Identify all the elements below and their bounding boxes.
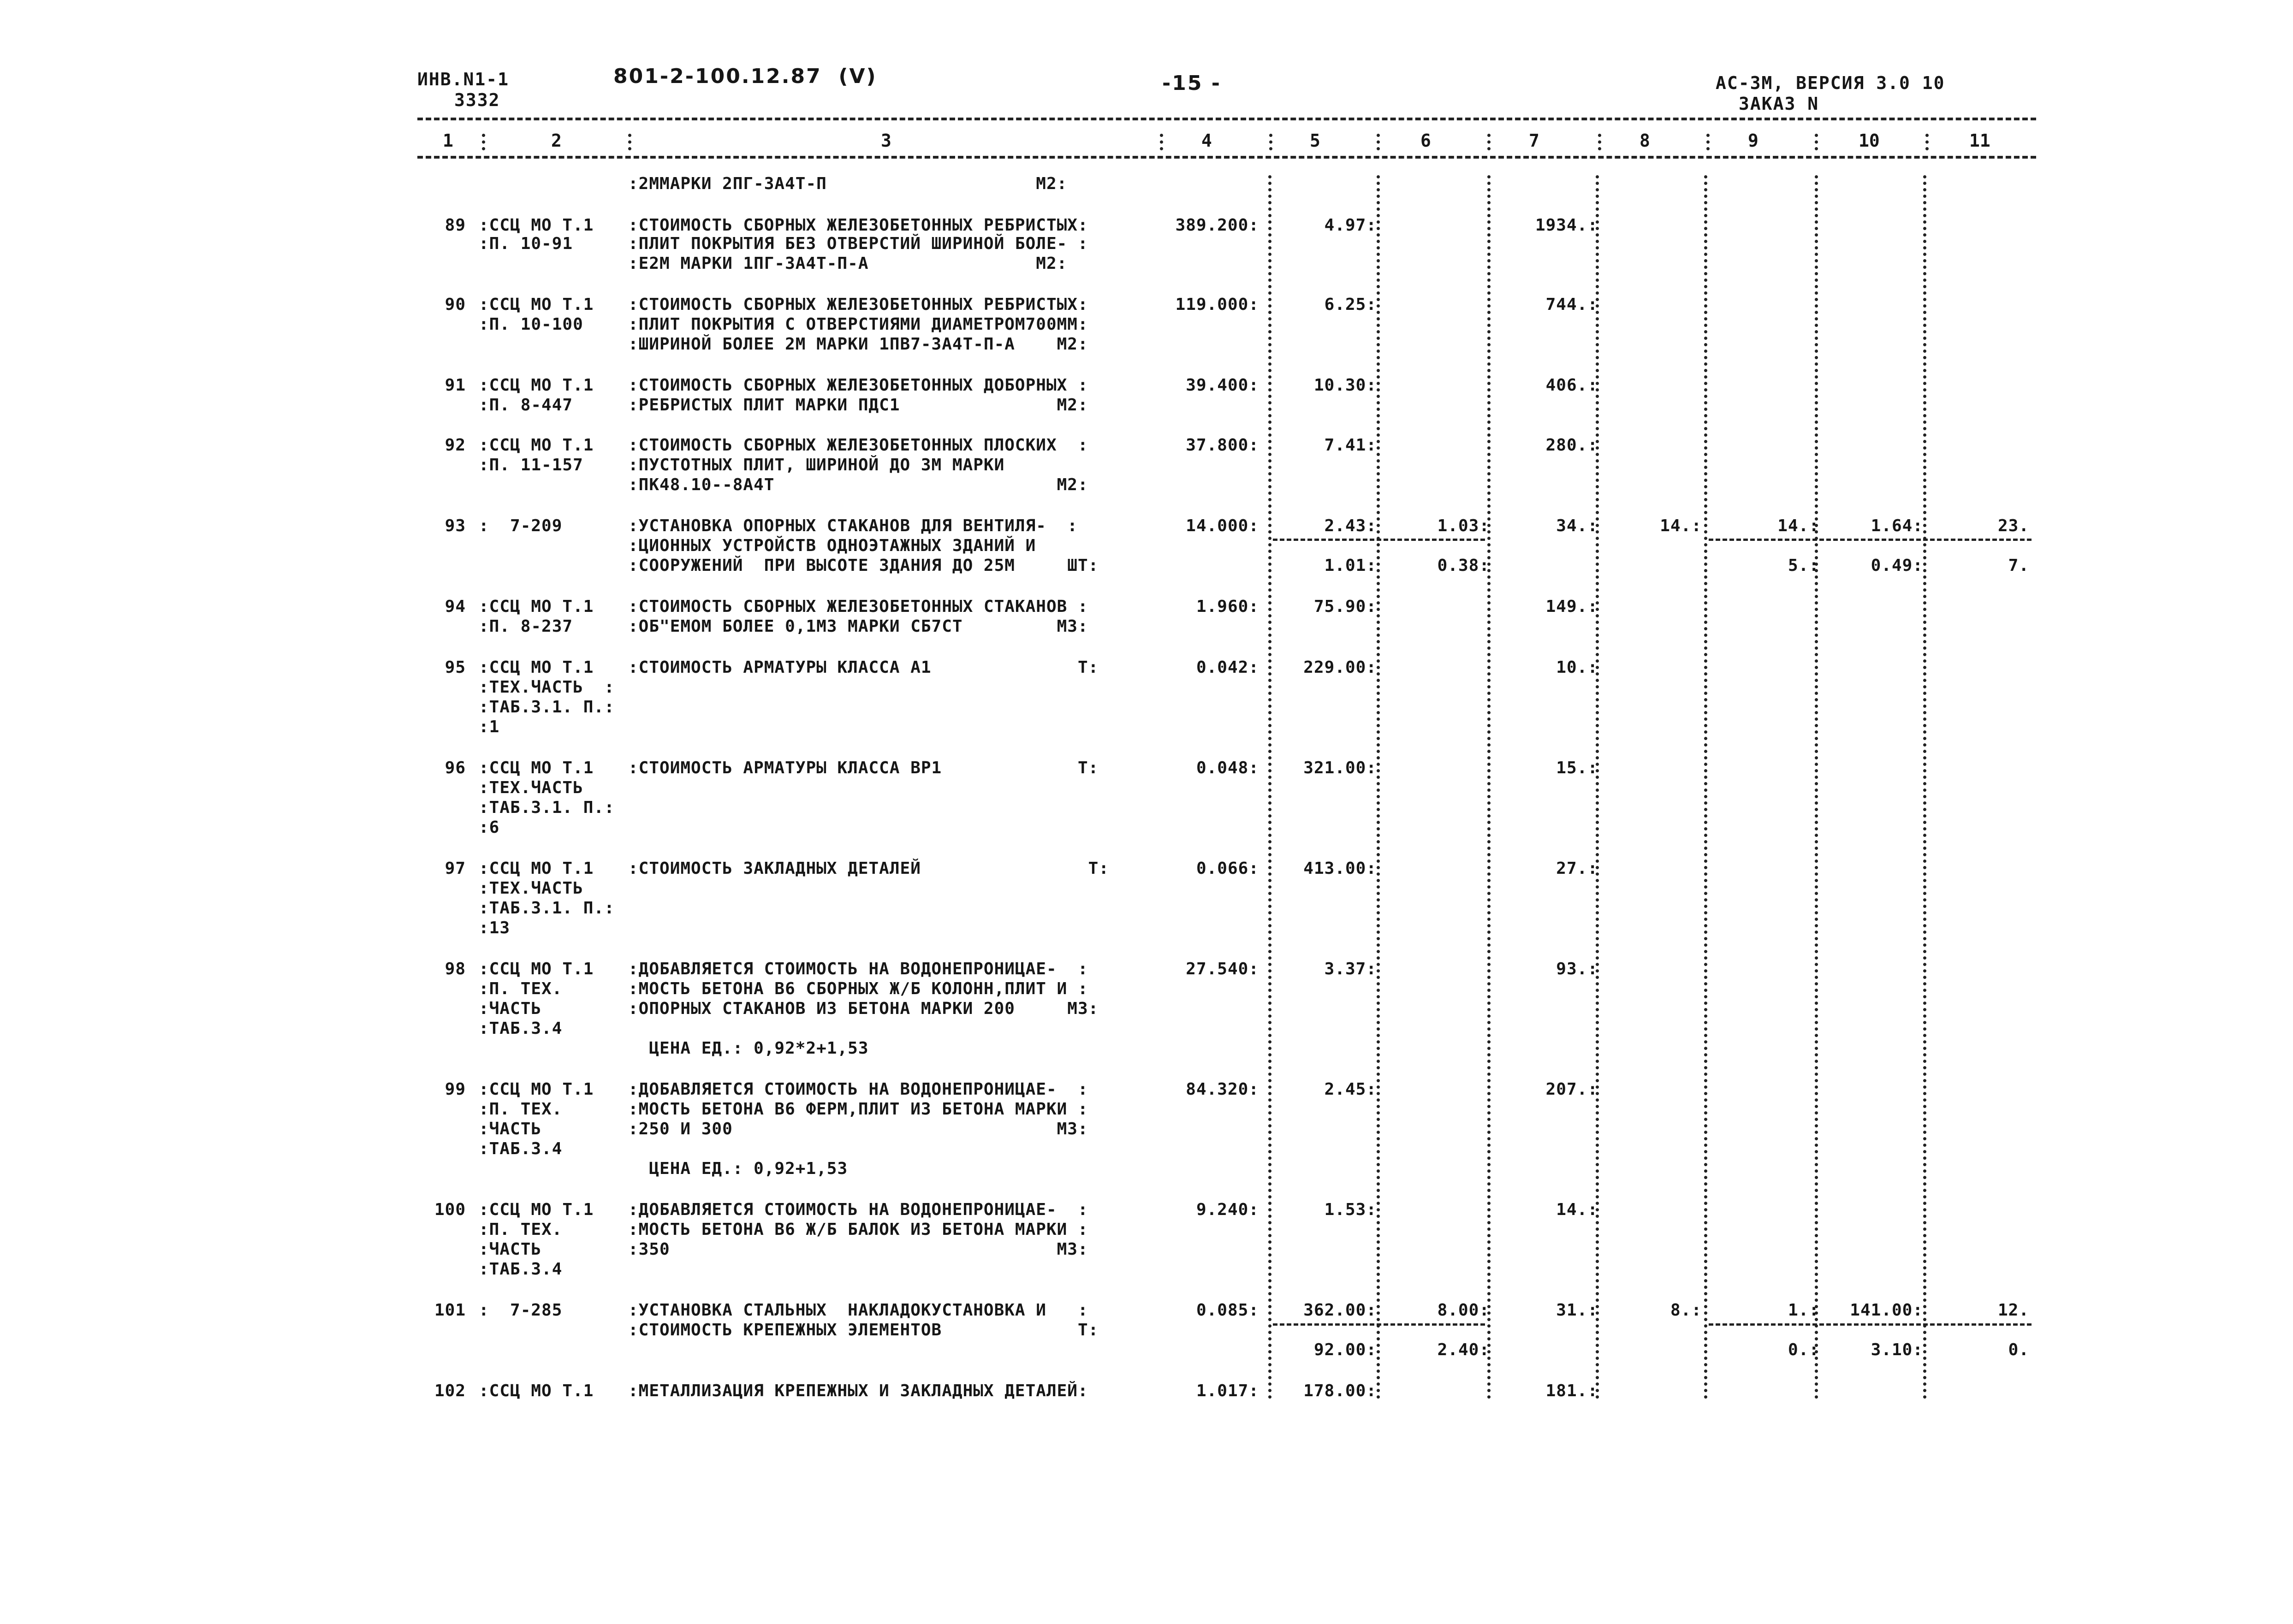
column-separator: [1923, 175, 1926, 1399]
norm-reference: :ЧАСТЬ: [479, 999, 542, 1018]
work-description: ЦЕНА ЕД.: 0,92*2+1,53: [628, 1039, 869, 1058]
norm-reference: :П. ТЕХ.: [479, 1220, 563, 1239]
work-description: :ДОБАВЛЯЕТСЯ СТОИМОСТЬ НА ВОДОНЕПРОНИЦАЕ- :: [628, 960, 1088, 978]
work-description: :СТОИМОСТЬ СБОРНЫХ ЖЕЛЕЗОБЕТОННЫХ ДОБОРНЫХ :: [628, 376, 1088, 395]
work-description: :350 М3:: [628, 1240, 1088, 1259]
column-header-4: 4: [1201, 130, 1212, 151]
row-number: 91: [445, 376, 466, 395]
norm-reference: :ССЦ МО Т.1: [479, 658, 594, 677]
col10-value: 3.10:: [1871, 1340, 1923, 1359]
norm-reference: :ТАБ.3.4: [479, 1139, 563, 1158]
work-description: :МЕТАЛЛИЗАЦИЯ КРЕПЕЖНЫХ И ЗАКЛАДНЫХ ДЕТАЛЕЙ:: [628, 1381, 1088, 1400]
work-description: :МОСТЬ БЕТОНА В6 ФЕРМ,ПЛИТ ИЗ БЕТОНА МАРКИ :: [628, 1100, 1088, 1119]
norm-reference: :П. 10-91: [479, 234, 573, 253]
quantity: 119.000:: [1175, 295, 1259, 314]
column-header-1: 1: [443, 130, 453, 151]
work-description: :СТОИМОСТЬ СБОРНЫХ ЖЕЛЕЗОБЕТОННЫХ РЕБРИСТЫХ:: [628, 216, 1088, 235]
column-header-11: 11: [1969, 130, 1990, 151]
work-description: :СТОИМОСТЬ СБОРНЫХ ЖЕЛЕЗОБЕТОННЫХ СТАКАНОВ :: [628, 597, 1088, 616]
price-wages: 8.00:: [1437, 1301, 1490, 1320]
norm-reference: :ССЦ МО Т.1: [479, 436, 594, 455]
subtotal-rule: [1709, 1323, 2032, 1326]
row-number: 89: [445, 216, 466, 235]
price-wages: 2.40:: [1437, 1340, 1490, 1359]
norm-reference: :ТЕХ.ЧАСТЬ: [479, 778, 583, 797]
unit-price: 1.53:: [1324, 1200, 1377, 1219]
norm-reference: :6: [479, 818, 500, 837]
header-separator: [1487, 134, 1491, 150]
work-description: :ПК48.10--8А4Т М2:: [628, 475, 1088, 494]
work-description: :ПЛИТ ПОКРЫТИЯ БЕЗ ОТВЕРСТИЙ ШИРИНОЙ БОЛЕ- :: [628, 234, 1088, 253]
document-code: 801-2-100.12.87 (V): [613, 65, 877, 88]
header-separator: [1377, 134, 1380, 150]
row-number: 100: [434, 1200, 466, 1219]
norm-reference: :13: [479, 919, 511, 937]
unit-price: 7.41:: [1324, 436, 1377, 455]
total-cost: 1934.:: [1535, 216, 1598, 235]
header-separator: [1815, 134, 1818, 150]
row-number: 95: [445, 658, 466, 677]
norm-reference: :ТАБ.3.1. П.:: [479, 798, 615, 817]
norm-reference: :ТАБ.3.4: [479, 1260, 563, 1279]
norm-reference: :ТАБ.3.1. П.:: [479, 698, 615, 717]
work-description: :Е2М МАРКИ 1ПГ-3А4Т-П-А М2:: [628, 254, 1068, 273]
total-cost: 15.:: [1556, 759, 1598, 777]
total-cost: 207.:: [1545, 1080, 1598, 1099]
header-separator: [1706, 134, 1710, 150]
row-number: 101: [434, 1301, 466, 1320]
col10-value: 0.49:: [1871, 556, 1923, 575]
column-separator: [1487, 175, 1491, 1399]
row-number: 92: [445, 436, 466, 455]
work-description: :2ММАРКИ 2ПГ-3А4Т-П М2:: [628, 174, 1068, 193]
work-description: :УСТАНОВКА СТАЛЬНЫХ НАКЛАДОКУСТАНОВКА И :: [628, 1301, 1088, 1320]
total-cost: 406.:: [1545, 376, 1598, 395]
unit-price: 2.45:: [1324, 1080, 1377, 1099]
row-number: 94: [445, 597, 466, 616]
row-number: 102: [434, 1381, 466, 1400]
col11-value: 12.: [1997, 1301, 2029, 1320]
row-number: 96: [445, 759, 466, 777]
row-number: 93: [445, 516, 466, 535]
col11-value: 7.: [2008, 556, 2029, 575]
column-header-10: 10: [1859, 130, 1880, 151]
total-cost: 181.:: [1545, 1381, 1598, 1400]
norm-reference: :П. 8-447: [479, 396, 573, 415]
unit-price: 92.00:: [1313, 1340, 1377, 1359]
unit-price: 10.30:: [1313, 376, 1377, 395]
col10-value: 1.64:: [1871, 516, 1923, 535]
col9-value: 0.:: [1788, 1340, 1819, 1359]
norm-reference: :П. 8-237: [479, 617, 573, 636]
unit-price: 4.97:: [1324, 216, 1377, 235]
norm-reference: : 7-285: [479, 1301, 563, 1320]
header-separator: [1160, 134, 1163, 150]
unit-price: 1.01:: [1324, 556, 1377, 575]
norm-reference: :ССЦ МО Т.1: [479, 1381, 594, 1400]
column-header-8: 8: [1640, 130, 1650, 151]
norm-reference: :ТАБ.3.4: [479, 1019, 563, 1038]
norm-reference: :П. ТЕХ.: [479, 1100, 563, 1119]
quantity: 27.540:: [1186, 960, 1259, 978]
total-cost: 149.:: [1545, 597, 1598, 616]
norm-reference: :ССЦ МО Т.1: [479, 859, 594, 878]
work-description: :ПЛИТ ПОКРЫТИЯ С ОТВЕРСТИЯМИ ДИАМЕТРОМ700ММ:: [628, 315, 1088, 334]
quantity: 14.000:: [1186, 516, 1259, 535]
norm-reference: :П. ТЕХ.: [479, 979, 563, 998]
col11-value: 23.: [1997, 516, 2029, 535]
col11-value: 0.: [2008, 1340, 2029, 1359]
quantity: 9.240:: [1196, 1200, 1259, 1219]
row-number: 99: [445, 1080, 466, 1099]
work-description: :СТОИМОСТЬ ЗАКЛАДНЫХ ДЕТАЛЕЙ Т:: [628, 859, 1109, 878]
price-wages: 1.03:: [1437, 516, 1490, 535]
unit-price: 229.00:: [1303, 658, 1377, 677]
subtotal-rule: [1273, 539, 1485, 541]
inventory-label: ИНВ.N1-1: [417, 69, 510, 89]
quantity: 0.066:: [1196, 859, 1259, 878]
quantity: 37.800:: [1186, 436, 1259, 455]
quantity: 84.320:: [1186, 1080, 1259, 1099]
price-wages: 0.38:: [1437, 556, 1490, 575]
work-description: :СТОИМОСТЬ АРМАТУРЫ КЛАССА А1 Т:: [628, 658, 1099, 677]
col9-value: 1.:: [1788, 1301, 1819, 1320]
norm-reference: :ССЦ МО Т.1: [479, 759, 594, 777]
unit-price: 321.00:: [1303, 759, 1377, 777]
order-label: ЗАКАЗ N: [1739, 94, 1819, 114]
work-description: :ДОБАВЛЯЕТСЯ СТОИМОСТЬ НА ВОДОНЕПРОНИЦАЕ- :: [628, 1080, 1088, 1099]
work-description: :СТОИМОСТЬ АРМАТУРЫ КЛАССА ВР1 Т:: [628, 759, 1099, 777]
total-cost: 280.:: [1545, 436, 1598, 455]
total-cost: 27.:: [1556, 859, 1598, 878]
unit-price: 362.00:: [1303, 1301, 1377, 1320]
norm-reference: :ССЦ МО Т.1: [479, 295, 594, 314]
work-description: :УСТАНОВКА ОПОРНЫХ СТАКАНОВ ДЛЯ ВЕНТИЛЯ- :: [628, 516, 1078, 535]
work-description: :СТОИМОСТЬ СБОРНЫХ ЖЕЛЕЗОБЕТОННЫХ ПЛОСКИХ :: [628, 436, 1088, 455]
norm-reference: :1: [479, 717, 500, 736]
total-cost: 31.:: [1556, 1301, 1598, 1320]
norm-reference: : 7-209: [479, 516, 563, 535]
quantity: 0.085:: [1196, 1301, 1259, 1320]
norm-reference: :ССЦ МО Т.1: [479, 960, 594, 978]
subtotal-rule: [1273, 1323, 1485, 1326]
work-description: :СТОИМОСТЬ СБОРНЫХ ЖЕЛЕЗОБЕТОННЫХ РЕБРИСТЫХ:: [628, 295, 1088, 314]
norm-reference: :ЧАСТЬ: [479, 1120, 542, 1138]
inventory-number: 3332: [454, 90, 500, 110]
work-description: :ОПОРНЫХ СТАКАНОВ ИЗ БЕТОНА МАРКИ 200 М3:: [628, 999, 1099, 1018]
norm-reference: :П. 11-157: [479, 456, 583, 474]
column-separator: [1377, 175, 1380, 1399]
work-description: :250 И 300 М3:: [628, 1120, 1088, 1138]
norm-reference: :ССЦ МО Т.1: [479, 216, 594, 235]
col9-value: 14.:: [1777, 516, 1819, 535]
norm-reference: :ТАБ.3.1. П.:: [479, 899, 615, 918]
quantity: 389.200:: [1175, 216, 1259, 235]
unit-price: 3.37:: [1324, 960, 1377, 978]
work-description: :МОСТЬ БЕТОНА В6 СБОРНЫХ Ж/Б КОЛОНН,ПЛИТ И :: [628, 979, 1088, 998]
work-description: ЦЕНА ЕД.: 0,92+1,53: [628, 1159, 848, 1178]
unit-price: 6.25:: [1324, 295, 1377, 314]
norm-reference: :ТЕХ.ЧАСТЬ :: [479, 678, 615, 697]
work-description: :СТОИМОСТЬ КРЕПЕЖНЫХ ЭЛЕМЕНТОВ Т:: [628, 1321, 1099, 1340]
norm-reference: :П. 10-100: [479, 315, 583, 334]
norm-reference: :ССЦ МО Т.1: [479, 1200, 594, 1219]
col10-value: 141.00:: [1850, 1301, 1923, 1320]
work-description: :РЕБРИСТЫХ ПЛИТ МАРКИ ПДС1 М2:: [628, 396, 1088, 415]
work-description: :ПУСТОТНЫХ ПЛИТ, ШИРИНОЙ ДО 3М МАРКИ: [628, 456, 1005, 474]
work-description: :ОБ"ЕМОМ БОЛЕЕ 0,1М3 МАРКИ СБ7СТ М3:: [628, 617, 1088, 636]
total-cost: 744.:: [1545, 295, 1598, 314]
column-separator: [1704, 175, 1707, 1399]
row-number: 90: [445, 295, 466, 314]
total-cost: 34.:: [1556, 516, 1598, 535]
header-separator: [628, 134, 631, 150]
total-cost: 14.:: [1556, 1200, 1598, 1219]
header-separator: [1925, 134, 1929, 150]
total-cost: 10.:: [1556, 658, 1598, 677]
column-header-2: 2: [551, 130, 562, 151]
unit-price: 413.00:: [1303, 859, 1377, 878]
norm-reference: :ЧАСТЬ: [479, 1240, 542, 1259]
quantity: 1.017:: [1196, 1381, 1259, 1400]
work-description: :ЦИОННЫХ УСТРОЙСТВ ОДНОЭТАЖНЫХ ЗДАНИЙ И: [628, 536, 1036, 555]
header-separator: [482, 134, 485, 150]
row-number: 98: [445, 960, 466, 978]
quantity: 0.042:: [1196, 658, 1259, 677]
total-cost: 93.:: [1556, 960, 1598, 978]
work-description: :ШИРИНОЙ БОЛЕЕ 2М МАРКИ 1ПВ7-3А4Т-П-А М2:: [628, 335, 1088, 354]
header-separator: [1269, 134, 1272, 150]
norm-reference: :ССЦ МО Т.1: [479, 1080, 594, 1099]
column-header-7: 7: [1529, 130, 1539, 151]
header-separator: [1598, 134, 1601, 150]
norm-reference: :ССЦ МО Т.1: [479, 376, 594, 395]
quantity: 0.048:: [1196, 759, 1259, 777]
norm-reference: :ССЦ МО Т.1: [479, 597, 594, 616]
norm-reference: :ТЕХ.ЧАСТЬ: [479, 879, 583, 898]
header-top-rule: [417, 118, 2036, 120]
row-number: 97: [445, 859, 466, 878]
quantity: 1.960:: [1196, 597, 1259, 616]
col8-value: 14.:: [1660, 516, 1702, 535]
subtotal-rule: [1709, 539, 2032, 541]
work-description: :СООРУЖЕНИЙ ПРИ ВЫСОТЕ ЗДАНИЯ ДО 25М ШТ:: [628, 556, 1099, 575]
column-header-5: 5: [1310, 130, 1320, 151]
column-separator: [1815, 175, 1818, 1399]
page-number: -15 -: [1162, 71, 1222, 95]
work-description: :ДОБАВЛЯЕТСЯ СТОИМОСТЬ НА ВОДОНЕПРОНИЦАЕ- :: [628, 1200, 1088, 1219]
column-header-3: 3: [881, 130, 891, 151]
work-description: :МОСТЬ БЕТОНА В6 Ж/Б БАЛОК ИЗ БЕТОНА МАРКИ :: [628, 1220, 1088, 1239]
col8-value: 8.:: [1670, 1301, 1702, 1320]
unit-price: 2.43:: [1324, 516, 1377, 535]
column-header-9: 9: [1748, 130, 1758, 151]
quantity: 39.400:: [1186, 376, 1259, 395]
column-header-6: 6: [1420, 130, 1431, 151]
col9-value: 5.:: [1788, 556, 1819, 575]
unit-price: 75.90:: [1313, 597, 1377, 616]
column-separator: [1268, 175, 1271, 1399]
header-bottom-rule: [417, 156, 2036, 159]
program-version: АС-3М, ВЕРСИЯ 3.0 10: [1716, 73, 1945, 93]
unit-price: 178.00:: [1303, 1381, 1377, 1400]
